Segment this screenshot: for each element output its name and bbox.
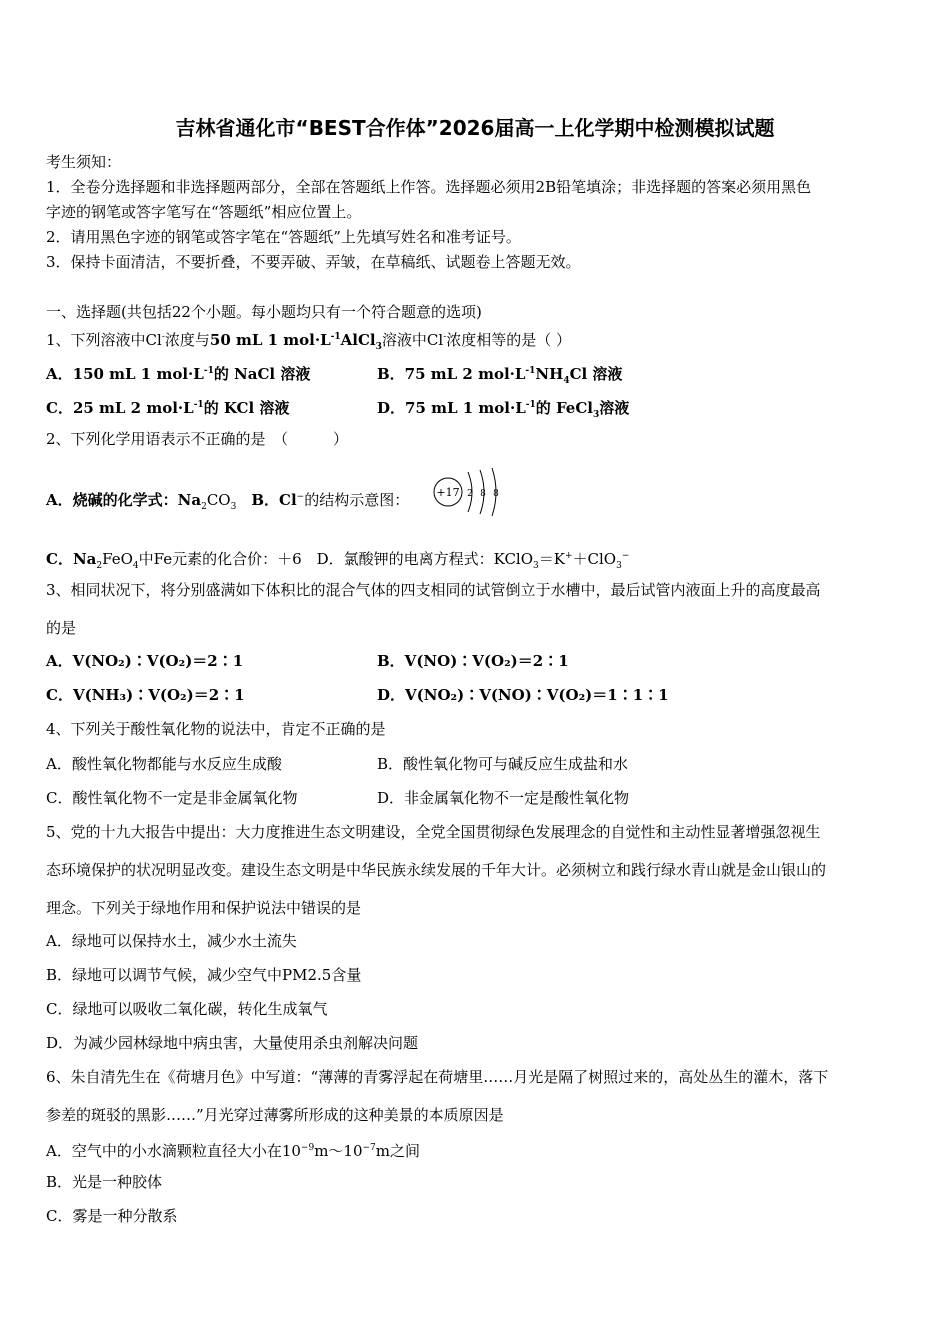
q3-option-b[interactable]: B．V(NO)∶V(O₂)＝2∶1 — [377, 652, 569, 670]
q2-option-a-tail: CO — [206, 491, 231, 509]
q1-option-b-tail2: Cl 溶液 — [569, 365, 623, 383]
q2-option-d-eq: ＝K — [538, 550, 565, 568]
q2-options-cd[interactable] — [46, 546, 629, 576]
q3-option-d[interactable]: D．V(NO₂)∶V(NO)∶V(O₂)＝1∶1∶1 — [377, 686, 669, 704]
q6-sup: −9 — [300, 1143, 315, 1153]
q1-sup: -1 — [525, 366, 536, 376]
q5-option-c[interactable]: C．绿地可以吸收二氧化碳，转化生成氧气 — [46, 1000, 328, 1018]
q6-option-a-mid: m～10 — [314, 1142, 363, 1160]
q1-option-c-text: C．25 mL 2 mol·L — [46, 399, 194, 417]
q1-alcl: AlCl — [340, 331, 376, 349]
q1-stem-part: 浓度与 — [164, 331, 210, 349]
q1-sup: -1 — [203, 366, 214, 376]
q2-sup: + — [564, 551, 573, 561]
q1-stem-part: 1、下列溶液中 — [46, 331, 146, 349]
q2-sub: 3 — [616, 561, 622, 571]
shell-electrons: 8 — [480, 489, 486, 499]
q2-sub: 3 — [230, 502, 237, 512]
q1-option-d-tail2: 溶液 — [599, 399, 630, 417]
q1-sup: - — [161, 332, 165, 342]
question-6-stem: 6、朱自清先生在《荷塘月色》中写道：“薄薄的青雾浮起在荷塘里……月光是隔了树照过来的，高处丛生的灌木，落下 — [46, 1068, 829, 1086]
q5-option-b[interactable]: B．绿地可以调节气候，减少空气中PM2.5含量 — [46, 966, 362, 984]
q1-option-d-tail: 的 FeCl — [535, 399, 593, 417]
question-6-stem-cont: 参差的斑驳的黑影……”月光穿过薄雾所形成的这种美景的本质原因是 — [46, 1106, 504, 1124]
section-heading: 一、选择题(共包括22个小题。每小题均只有一个符合题意的选项) — [46, 303, 482, 321]
shell-electrons: 2 — [467, 489, 473, 499]
q6-option-b[interactable]: B．光是一种胶体 — [46, 1173, 163, 1191]
q1-sub: 3 — [375, 342, 382, 352]
q1-sup: -1 — [330, 332, 341, 342]
q2-option-c: C．Na — [46, 550, 97, 568]
q2-option-cd-text: 中Fe元素的化合价：＋6 D．氯酸钾的电离方程式：KClO — [138, 550, 534, 568]
question-5-stem: 5、党的十九大报告中提出：大力度推进生态文明建设，全党全国贯彻绿色发展理念的自觉性和主动性显著增强忽视生 — [46, 823, 821, 841]
page-title: 吉林省通化市“BEST合作体”2026届高一上化学期中检测模拟试题 — [175, 116, 775, 140]
q6-sup: −7 — [362, 1143, 376, 1153]
q1-option-c-tail: 的 KCl 溶液 — [203, 399, 290, 417]
q1-stem-part: 溶液中 — [381, 331, 427, 349]
question-3-stem: 3、相同状况下，将分别盛满如下体积比的混合气体的四支相同的试管倒立于水槽中，最后试管内液面上升的高度最高 — [46, 581, 821, 599]
chlorine-ion-structure-diagram — [430, 468, 510, 518]
notice-heading: 考生须知： — [46, 153, 122, 171]
q1-sub: 3 — [592, 410, 600, 420]
q5-option-a[interactable]: A．绿地可以保持水土，减少水土流失 — [46, 932, 297, 950]
q2-sub: 3 — [533, 561, 539, 571]
question-1-stem — [46, 327, 571, 357]
q2-option-d-eq2: ＋ClO — [572, 550, 617, 568]
q6-option-a-tail: m之间 — [375, 1142, 421, 1160]
q4-option-c[interactable]: C．酸性氧化物不一定是非金属氧化物 — [46, 789, 298, 807]
notice-item: 1．全卷分选择题和非选择题两部分，全部在答题纸上作答。选择题必须用2B铅笔填涂；非选择题的答案必须用黑色 — [46, 178, 812, 196]
q4-option-a[interactable]: A．酸性氧化物都能与水反应生成酸 — [46, 755, 282, 773]
q2-sup: − — [621, 551, 630, 561]
q1-cl: Cl — [145, 331, 162, 349]
q6-option-a-text: A．空气中的小水滴颗粒直径大小在10 — [46, 1142, 301, 1160]
q1-solution: 50 mL 1 mol·L — [209, 331, 331, 349]
q3-option-a[interactable]: A．V(NO₂)∶V(O₂)＝2∶1 — [46, 652, 244, 670]
q1-sup: - — [443, 332, 447, 342]
notice-item: 3．保持卡面清洁，不要折叠，不要弄破、弄皱，在草稿纸、试题卷上答题无效。 — [46, 253, 581, 271]
q1-option-a[interactable] — [46, 361, 310, 384]
q1-option-c[interactable] — [46, 395, 289, 418]
q6-option-c[interactable]: C．雾是一种分散系 — [46, 1207, 178, 1225]
nucleus-charge: +17 — [436, 486, 460, 499]
question-4-stem: 4、下列关于酸性氧化物的说法中，肯定不正确的是 — [46, 720, 386, 738]
q1-option-b[interactable] — [377, 361, 622, 391]
q2-sub: 4 — [132, 561, 139, 571]
q2-sub: 2 — [201, 502, 207, 512]
q1-option-a-tail: 的 NaCl 溶液 — [213, 365, 311, 383]
q1-option-b-tail: NH — [535, 365, 564, 383]
q2-option-a: A．烧碱的化学式：Na — [46, 491, 202, 509]
shell-electrons: 8 — [493, 489, 499, 499]
q1-option-d[interactable] — [377, 395, 629, 425]
q1-cl: Cl — [426, 331, 444, 349]
q2-sub: 2 — [96, 561, 103, 571]
q1-option-d-text: D．75 mL 1 mol·L — [377, 399, 526, 417]
q6-option-a[interactable] — [46, 1138, 420, 1161]
notice-item: 字迹的钢笔或答字笔写在“答题纸”相应位置上。 — [46, 203, 362, 221]
q1-sup: -1 — [193, 400, 204, 410]
notice-item: 2．请用黑色字迹的钢笔或答字笔在“答题纸”上先填写姓名和准考证号。 — [46, 228, 521, 246]
q5-option-d[interactable]: D．为减少园林绿地中病虫害，大量使用杀虫剂解决问题 — [46, 1034, 419, 1052]
q2-option-c-formula: FeO — [102, 550, 133, 568]
q1-option-a-text: A．150 mL 1 mol·L — [46, 365, 204, 383]
question-3-stem-cont: 的是 — [46, 619, 77, 637]
question-2-stem: 2、下列化学用语表示不正确的是 （ ） — [46, 430, 349, 448]
q2-sup: − — [296, 492, 305, 502]
q2-option-b-tail: 的结构示意图： — [304, 491, 410, 509]
q1-stem-part: 浓度相等的是（ ） — [446, 331, 572, 349]
q4-option-b[interactable]: B．酸性氧化物可与碱反应生成盐和水 — [377, 755, 629, 773]
question-5-stem-cont: 态环境保护的状况明显改变。建设生态文明是中华民族永续发展的千年大计。必须树立和践行绿水青山就是金山银山的 — [46, 861, 827, 879]
q1-sup: -1 — [525, 400, 536, 410]
question-5-stem-cont: 理念。下列关于绿地作用和保护说法中错误的是 — [46, 899, 362, 917]
q3-option-c[interactable]: C．V(NH₃)∶V(O₂)＝2∶1 — [46, 686, 245, 704]
q1-option-b-text: B．75 mL 2 mol·L — [377, 365, 526, 383]
q1-sub: 4 — [563, 376, 570, 386]
q2-option-b: B．Cl — [236, 491, 297, 509]
q2-options-ab[interactable] — [46, 487, 409, 517]
q4-option-d[interactable]: D．非金属氧化物不一定是酸性氧化物 — [377, 789, 630, 807]
